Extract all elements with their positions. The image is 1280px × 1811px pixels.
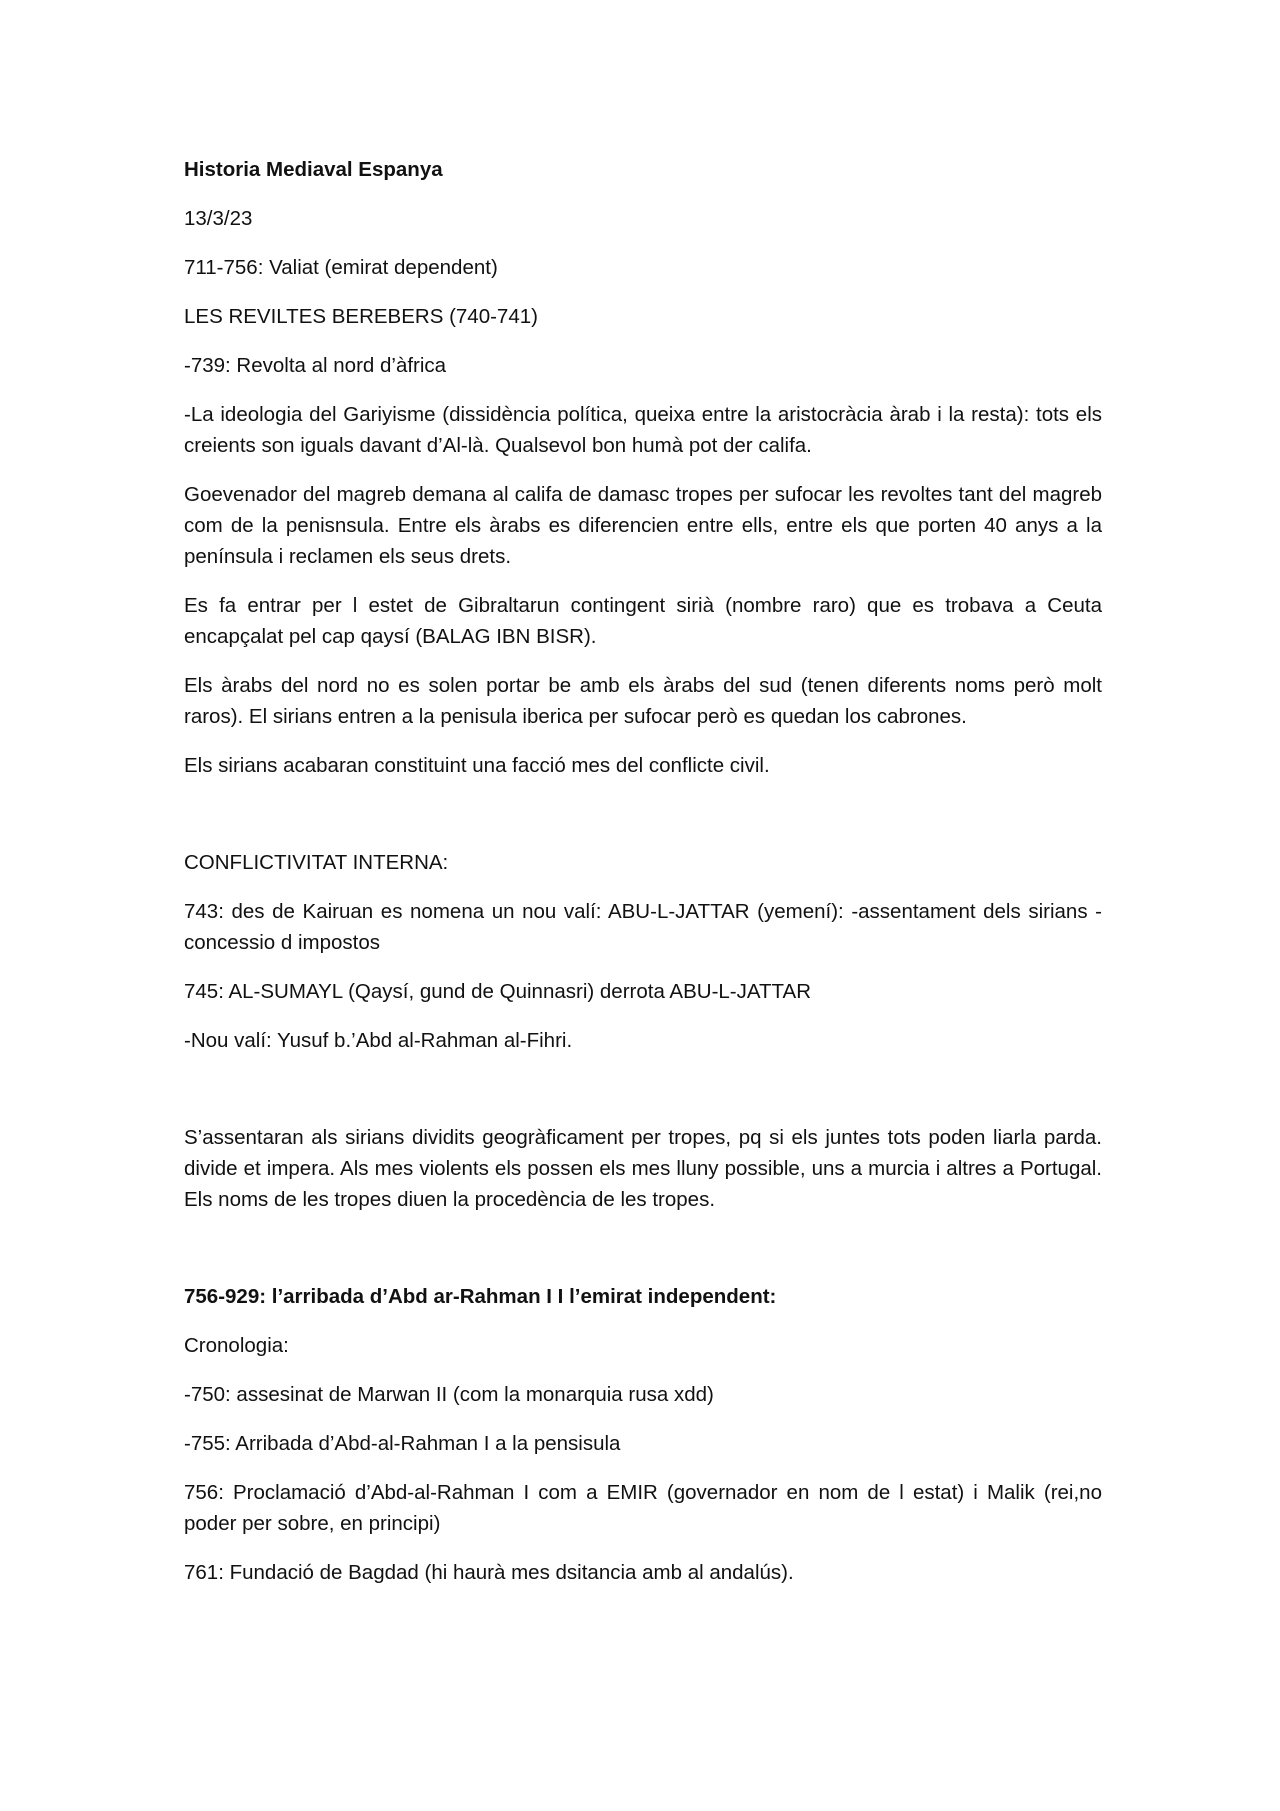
paragraph: 756: Proclamació d’Abd-al-Rahman I com a EMIR (governador en nom de l estat) i Malik (rei,no poder per sobre, en principi) xyxy=(184,1481,1102,1535)
document-body xyxy=(184,154,1102,1606)
paragraph: -La ideologia del Gariyisme (dissidència política, queixa entre la aristocràcia àrab i la resta): tots els creients son iguals davant d’Al-là. Qualsevol bon humà pot der califa. xyxy=(184,403,1102,457)
paragraph: Els sirians acabaran constituint una facció mes del conflicte civil. xyxy=(184,754,770,777)
paragraph: Goevenador del magreb demana al califa de damasc tropes per sufocar les revoltes tant del magreb com de la penisnsula. Entre els àrabs es diferencien entre ells, entre els que porten 40 anys a la península i reclamen els seus drets. xyxy=(184,483,1102,568)
paragraph: Els àrabs del nord no es solen portar be amb els àrabs del sud (tenen diferents noms però molt raros). El sirians entren a la penisula iberica per sufocar però es quedan los cabrones. xyxy=(184,674,1102,728)
paragraph: 743: des de Kairuan es nomena un nou valí: ABU-L-JATTAR (yemení): -assentament dels sirians - concessio d impostos xyxy=(184,900,1102,954)
paragraph: LES REVILTES BEREBERS (740-741) xyxy=(184,305,538,328)
blank-line xyxy=(184,799,1102,847)
blank-line xyxy=(184,1233,1102,1281)
paragraph: -750: assesinat de Marwan II (com la monarquia rusa xdd) xyxy=(184,1383,714,1406)
paragraph: -Nou valí: Yusuf b.’Abd al-Rahman al-Fihri. xyxy=(184,1029,573,1052)
paragraph: -755: Arribada d’Abd-al-Rahman I a la pensisula xyxy=(184,1432,621,1455)
paragraph: 761: Fundació de Bagdad (hi haurà mes dsitancia amb al andalús). xyxy=(184,1561,794,1584)
document-title: Historia Mediaval Espanya xyxy=(184,158,443,181)
paragraph: Es fa entrar per l estet de Gibraltarun contingent sirià (nombre raro) que es trobava a Ceuta encapçalat pel cap qaysí (BALAG IBN BISR). xyxy=(184,594,1102,648)
paragraph: 711-756: Valiat (emirat dependent) xyxy=(184,256,498,279)
document-date: 13/3/23 xyxy=(184,207,253,230)
paragraph: Cronologia: xyxy=(184,1334,289,1357)
paragraph: 745: AL-SUMAYL (Qaysí, gund de Quinnasri) derrota ABU-L-JATTAR xyxy=(184,980,812,1003)
paragraph: S’assentaran als sirians dividits geogràficament per tropes, pq si els juntes tots poden liarla parda. divide et impera. Als mes violents els possen els mes lluny possible, uns a murcia i altres a Portugal. Els noms de les tropes diuen la procedència de les tropes. xyxy=(184,1126,1102,1211)
paragraph: -739: Revolta al nord d’àfrica xyxy=(184,354,447,377)
section-heading: 756-929: l’arribada d’Abd ar-Rahman I I l’emirat independent: xyxy=(184,1285,777,1308)
section-label: CONFLICTIVITAT INTERNA: xyxy=(184,851,449,874)
blank-line xyxy=(184,1074,1102,1122)
